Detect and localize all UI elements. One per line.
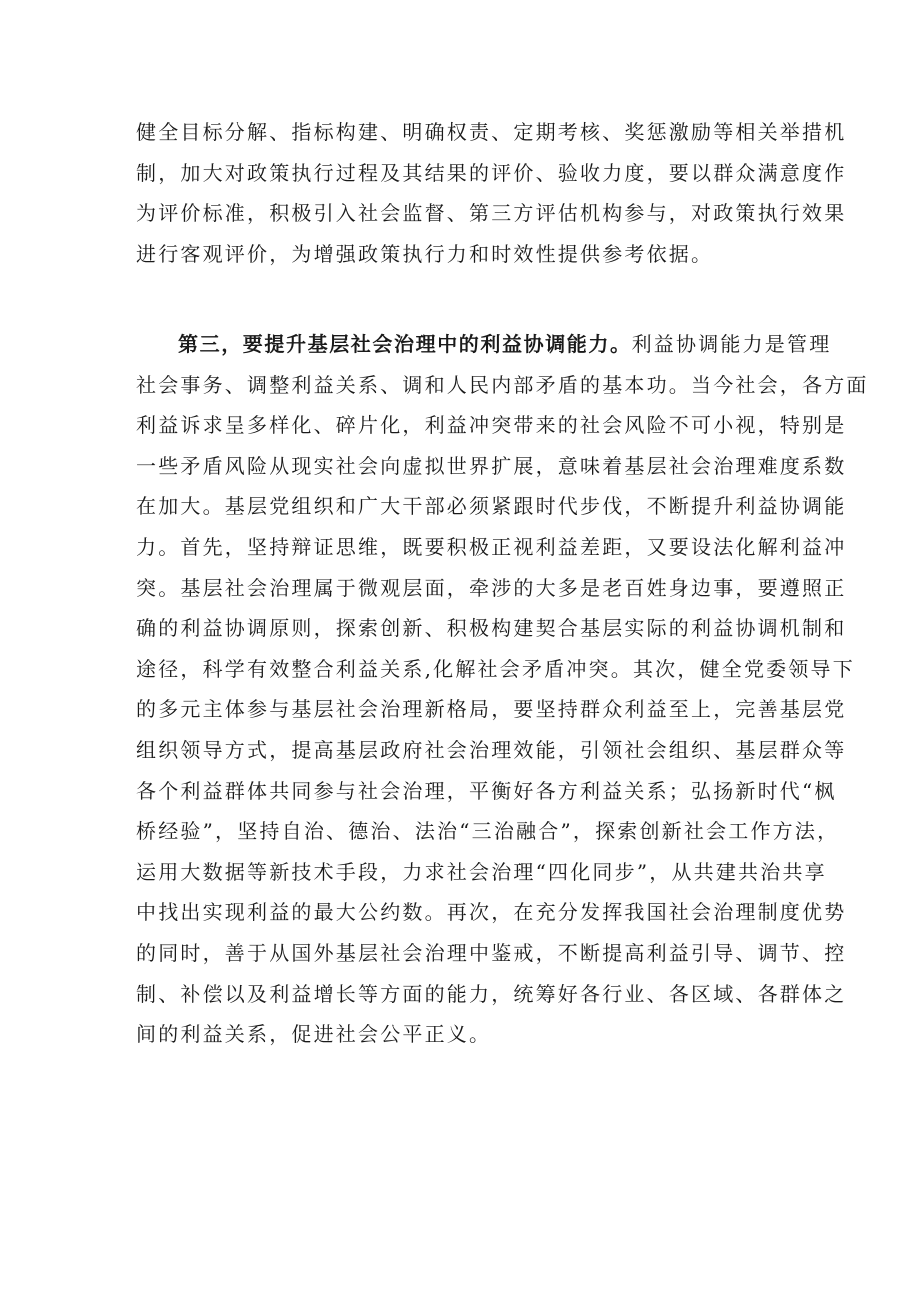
paragraph-1-line: 健全目标分解、指标构建、明确权责、定期考核、奖惩激励等相关举措机 <box>136 120 847 144</box>
paragraph-2-heading: 第三，要提升基层社会治理中的利益协调能力。 <box>178 332 632 356</box>
paragraph-2-first-line <box>136 324 832 365</box>
paragraph-2 <box>136 324 869 1055</box>
paragraph-2-line: 间的利益关系，促进社会公平正义。 <box>136 1022 492 1047</box>
paragraph-2-line: 的同时，善于从国外基层社会治理中鉴戒，不断提高利益引导、调节、控 <box>136 940 847 965</box>
paragraph-2-first-line-rest: 利益协调能力是管理 <box>631 332 832 356</box>
paragraph-2-line: 的多元主体参与基层社会治理新格局，要坚持群众利益至上，完善基层党 <box>136 697 847 722</box>
paragraph-2-line: 社会事务、调整利益关系、调和人民内部矛盾的基本功。当今社会，各方面 <box>136 372 869 397</box>
paragraph-1 <box>136 112 847 274</box>
paragraph-2-line: 各个利益群体共同参与社会治理，平衡好各方利益关系；弘扬新时代“枫 <box>136 778 837 803</box>
paragraph-1-line: 进行客观评价，为增强政策执行力和时效性提供参考依据。 <box>136 241 714 266</box>
paragraph-2-line: 中找出实现利益的最大公约数。再次，在充分发挥我国社会治理制度优势 <box>136 900 847 925</box>
paragraph-2-line: 运用大数据等新技术手段，力求社会治理“四化同步”，从共建共治共享 <box>136 859 827 884</box>
paragraph-2-line: 途径，科学有效整合利益关系,化解社会矛盾冲突。其次，健全党委领导下 <box>136 656 855 681</box>
paragraph-2-line: 一些矛盾风险从现实社会向虚拟世界扩展，意味着基层社会治理难度系数 <box>136 453 847 478</box>
paragraph-2-line: 利益诉求呈多样化、碎片化，利益冲突带来的社会风险不可小视，特别是 <box>136 413 847 438</box>
paragraph-2-line: 确的利益协调原则，探索创新、积极构建契合基层实际的利益协调机制和 <box>136 616 847 641</box>
paragraph-1-line: 为评价标准，积极引入社会监督、第三方评估机构参与，对政策执行效果 <box>136 201 847 226</box>
paragraph-2-line: 突。基层社会治理属于微观层面，牵涉的大多是老百姓身边事，要遵照正 <box>136 575 847 600</box>
paragraph-2-line: 在加大。基层党组织和广大干部必须紧跟时代步伐，不断提升利益协调能 <box>136 494 847 519</box>
paragraph-2-line: 桥经验”，坚持自治、德治、法治“三治融合”，探索创新社会工作方法， <box>136 819 840 844</box>
paragraph-2-line: 力。首先，坚持辩证思维，既要积极正视利益差距，又要设法化解利益冲 <box>136 534 847 559</box>
paragraph-2-line: 制、补偿以及利益增长等方面的能力，统筹好各行业、各区域、各群体之 <box>136 981 847 1006</box>
paragraph-2-line: 组织领导方式，提高基层政府社会治理效能，引领社会组织、基层群众等 <box>136 737 847 762</box>
paragraph-1-line: 制，加大对政策执行过程及其结果的评价、验收力度，要以群众满意度作 <box>136 160 847 185</box>
